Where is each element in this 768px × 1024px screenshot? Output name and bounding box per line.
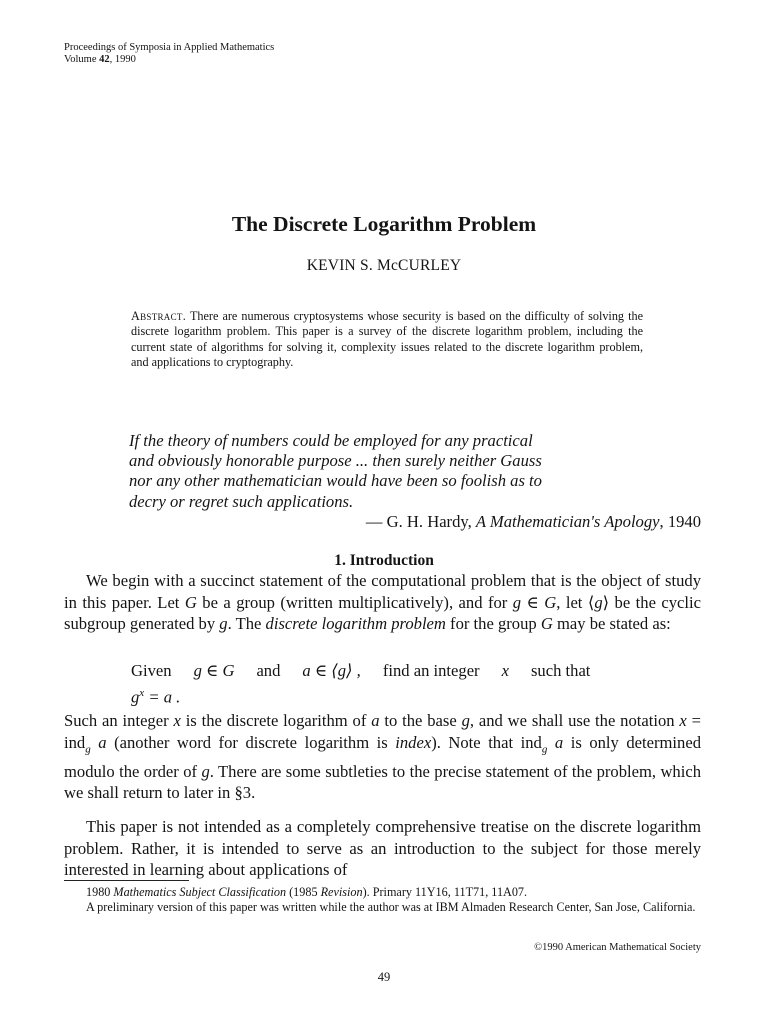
epigraph-line: If the theory of numbers could be employed for any practical (129, 431, 533, 450)
intro-paragraph-2: Such an integer x is the discrete logarithm of a to the base g, and we shall use the notation x = ind$_g$ a (another word for discrete logarithm is index). Note that ind$_g$ a is only determined modulo the order of g. There are some subtleties to the precise statement of the problem, which we shall return to later in §3. (64, 711, 701, 803)
epigraph-attribution: — G. H. Hardy, A Mathematician's Apology, 1940 (365, 512, 701, 531)
footnote-rule (64, 880, 189, 881)
defined-term: discrete logarithm problem (265, 614, 446, 634)
footnotes (64, 885, 701, 916)
book-title: A Mathematician's Apology (475, 512, 660, 531)
epigraph-line: and obviously honorable purpose ... then surely neither Gauss (129, 451, 542, 471)
epigraph-line: decry or regret such applications. (129, 491, 354, 511)
page-number: 49 (377, 970, 391, 984)
intro-paragraph-1: We begin with a succinct statement of the computational problem that is the object of study in this paper. Let G be a group (written multiplicatively), and for g ∈ G, let ⟨g⟩ be the cyclic subgroup generated by g. The discrete logarithm problem for the group G may be stated as: (64, 571, 702, 634)
abstract-label: Abstract. (131, 309, 187, 323)
journal-header (64, 42, 274, 66)
paper-title: The Discrete Logarithm Problem (231, 212, 537, 236)
intro-paragraph-3: This paper is not intended as a completely comprehensive treatise on the discrete logarithm problem. Rather, it is intended to serve as an introduction to the subject for those merely interested in learning about applications of (64, 817, 701, 880)
msc-footnote: 1980 Mathematics Subject Classification (1985 Revision). Primary 11Y16, 11T71, 11A07. (86, 885, 528, 899)
copyright-notice: ©1990 American Mathematical Society (534, 942, 701, 953)
volume-line: Volume 42, 1990 (64, 54, 136, 65)
epigraph-line: nor any other mathematician would have been so foolish as to (129, 471, 542, 491)
equation: $g^x = a$ . (131, 687, 181, 707)
abstract (131, 309, 643, 370)
preliminary-note: A preliminary version of this paper was written while the author was at IBM Almaden Research Center, San Jose, California. (86, 900, 696, 915)
section-heading: 1. Introduction (334, 552, 434, 569)
epigraph (129, 431, 649, 512)
problem-statement: Given g ∈ G and a ∈ ⟨g⟩ , find an integer x such that $g^x = a$ . (131, 661, 591, 707)
abstract-text: There are numerous cryptosystems whose security is based on the difficulty of solving the discrete logarithm problem. This paper is a survey of the discrete logarithm problem, including the current state of algorithms for solving it, complexity issues related to the discrete logarithm problem, and applications to cryptography. (131, 309, 643, 369)
author-name: KEVIN S. McCURLEY (306, 257, 462, 274)
journal-name: Proceedings of Symposia in Applied Mathematics (64, 42, 275, 53)
volume-number: 42 (99, 54, 110, 65)
